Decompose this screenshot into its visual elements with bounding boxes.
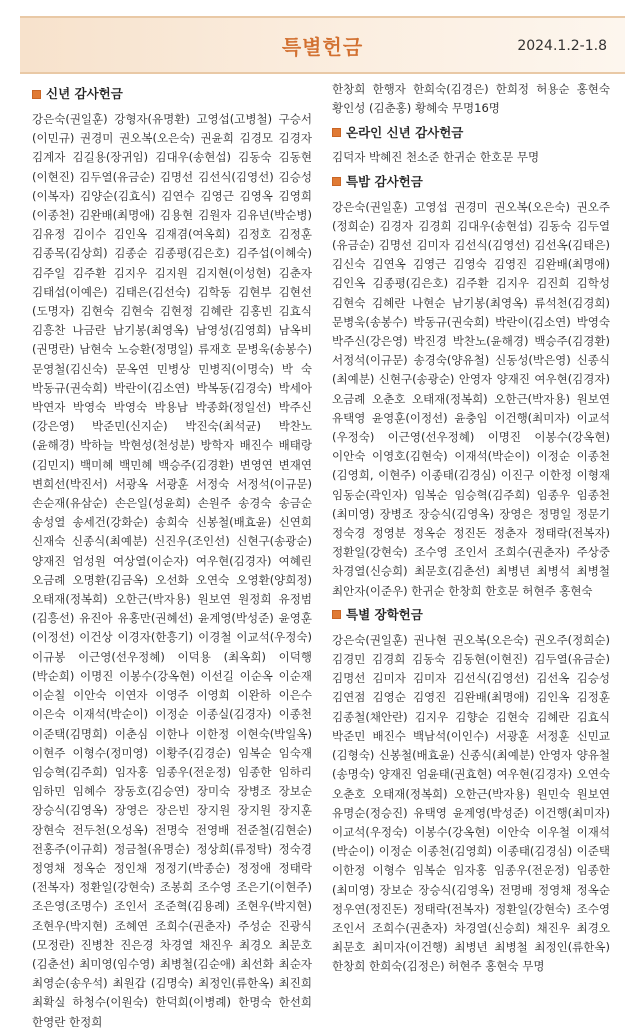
bullet-square-icon — [32, 90, 41, 99]
bullet-square-icon — [332, 128, 341, 137]
new-year-names: 강은숙(권일훈) 강형자(유명환) 고영섭(고병철) 구승서(이민규) 권경미 권오복(오은숙) 권윤희 김경모 김경자 김계자 김길용(장귀임) 김대우(송현섭) 김동숙 김동현(이현진) 김두열(유금순) 김명선 김선식(김영선) 김승성(이복자) 김양순(김효식) 김연수 김영근 김영옥 김영희(이종천) 김완배(최명애) 김용현 김원자 김유년(박순병) 김유정 김이수 김인옥 김재겸(여옥희) 김정호 김정훈 김종목(김상희) 김종순 김종평(김은호) 김주섭(이혜숙) 김주일 김주환 김지우 김지원 김지현(이성현) 김춘자 김태섭(이예은) 김태은(김선숙) 김학동 김현부 김현선(도명자) 김현숙 김현숙 김현정 김혜란 김홍빈 김효식 김흥찬 나금란 남기봉(최영옥) 남영성(김영희) 남옥비(권명란) 남현숙 노승환(정명일) 류재호 문병욱(송봉수) 문영철(김신숙) 문옥연 민병상 민병직(이명숙) 박 숙 박동규(권숙희) 박란이(김소연) 박복동(김경숙) 박세아 박연자 박영숙 박영숙 박용남 박종화(정일선) 박주신(강은영) 박준민(신지순) 박진숙(최석균) 박찬노(윤해경) 박하늘 박현성(천성분) 방학자 배진수 배태랑(김민지) 백미혜 백민혜 백승주(김경환) 변영연 변재연 변희선(박진서) 서광옥 서광훈 서정숙 서정석(이규문) 손순재(유삼순) 손은일(성윤희) 손원주 송경숙 송금순 송성열 송세건(강화순) 송희숙 신봉철(배효윤) 신연희 신재숙 신종식(최예분) 신진우(조인선) 신현구(송광순) 양재진 엄성원 여상열(이순자) 여우현(김경자) 여혜린 오금례 오명환(김금옥) 오선화 오연숙 오영환(양희정) 오태재(정복희) 오한근(박자용) 원보연 원정희 유정범(김흥선) 유진아 유홍만(권혜선) 윤계영(박성준) 윤영훈 (이정선) 이건상 이경자(한흥기) 이경철 이교석(우정숙) 이규봉 이근영(선우정혜) 이덕용 (최옥희) 이덕행(박순희) 이명진 이봉수(강옥현) 이선길 이순옥 이순재 이순칠 이안숙 이연자 이영주 이영희 이완하 이은수 이은숙 이재석(박순이) 이정순 이종실(김경자) 이종천 이준택(김명희) 이춘심 이한나 이한정 이현숙(박일옥) 이현주 이형수(정미영) 이황주(김경순) 임복순 임숙재 임승혁(김주희) 임자홍 임종우(전운정) 임종한 임하리 임하민 임혜수 장동호(김승연) 장미숙 장병조 장보순 장승식(김영옥) 장영은 장은빈 장지원 장지원 장지훈 장현숙 전두천(오성옥) 전명숙 전영배 전준철(김현순) 전홍주(이규희) 정금철(유명순) 정상희(류정탁) 정숙경 정영채 정옥순 정인채 정정기(박종순) 정정애 정태락(전복자) 정환일(강현숙) 조봉희 조수영 조은기(이현주) 조은영(조명수) 조인서 조준혁(김용례) 조현우(박지현) 조현우(박지현) 조혜연 조희수(권춘자) 주성순 진광식(모정란) 진병찬 진은경 차경열 채진우 최경오 최문호(김춘선) 최미영(임수영) 최병철(김순애) 최선화 최순자 최영순(송우석) 최원갑 (김명숙) 최정인(류한옥) 최진희 최확실 하청수(이원숙) 한덕희(이병례) 한명숙 한선희 한영란 한정희 — [32, 112, 312, 1029]
section-title-new-year: 신년 감사헌금 — [32, 84, 312, 104]
bullet-square-icon — [332, 610, 341, 619]
page-header — [20, 16, 625, 74]
left-column — [32, 80, 312, 1036]
new-year-names-cont: 한창희 한행자 한희숙(김경은) 한희정 허용순 홍현숙 황인성 (김춘홍) 황혜숙 무명16명 — [332, 82, 610, 116]
section-title-scholarship: 특별 장학헌금 — [332, 605, 610, 625]
scholarship-names: 강은숙(권일훈) 권나현 권오복(오은숙) 권오주(정희순) 김경민 김경희 김동숙 김동현(이현진) 김두열(유금순) 김명선 김미자 김미자 김선식(김영선) 김선옥 김승성 김연점 김영순 김영진 김완배(최명애) 김인옥 김정훈 김종철(채안란) 김지우 김향순 김현숙 김혜란 김효식 박준민 배진수 백남석(이인수) 서광훈 서정훈 신민교(김형숙) 신봉철(배효윤) 신종식(최예분) 안영자 양유철(송명숙) 양재진 엄윤태(권효현) 여우현(김경자) 오연숙 오춘호 오태재(정복희) 오한근(박자용) 원민숙 원보연 유명순(정승진) 유택영 윤계영(박성준) 이건행(최미자) 이교석(우정숙) 이봉수(강옥현) 이안숙 이우철 이재석(박순이) 이정순 이종천(김영희) 이종태(김경심) 이준택 이한정 이형수 임복순 임자홍 임종우(전운정) 임종한(최미영) 장보순 장승식(김영옥) 전명배 정영채 정옥순 정우연(정진돈) 정태락(전복자) 정환일(강현숙) 조수영 조인서 조희수(권춘자) 차경열(신승희) 채진우 최경오 최문호 최미자(이건행) 최병년 최병철 최정인(류한옥) 한창희 한희숙(김정은) 허현주 홍현숙 무명 — [332, 632, 610, 974]
special-dawn-names: 강은숙(권일훈) 고영섭 권경미 권오복(오은숙) 권오주(정희순) 김경자 김경희 김대우(송현섭) 김동숙 김두열(유금순) 김명선 김미자 김선식(김영선) 김선옥(김태은) 김신숙 김연옥 김영근 김영숙 김영진 김완배(최명애) 김인옥 김종평(김은호) 김주환 김지우 김진희 김학성 김현숙 김혜란 나현순 남기봉(최영옥) 류석천(김경희) 문병욱(송봉수) 박동규(권숙희) 박란이(김소연) 박영숙 박주신(강은영) 박진경 박찬노(윤해경) 백승주(김경환) 서정석(이규문) 송경숙(양유철) 신동성(박은영) 신종식(최예분) 신현구(송광순) 안영자 양재진 여우현(김경자) 오금례 오춘호 오태재(정복희) 오한근(박자용) 원보연 유택영 윤영훈(이정선) 윤충임 이건행(최미자) 이교석(우정숙) 이근영(선우정혜) 이명진 이봉수(강옥현) 이안숙 이영호(김현숙) 이재석(박순이) 이정순 이종천(김영희, 이현주) 이종태(김경심) 이진구 이한정 이형재 임동순(곽인자) 임복순 임승혁(김주희) 임종우 임종천(최미영) 장병조 장승식(김영옥) 장영은 정명일 정문기 정숙경 정영분 정옥순 정진돈 정춘자 정태락(전복자) 정환일(강현숙) 조수영 조인서 조희수(권춘자) 주상중 차경열(신승희) 최문호(김춘선) 최병년 최병석 최병철 최안자(이준우) 한귀순 한창희 한호문 허현주 홍현숙 — [332, 199, 610, 598]
section-title-special-dawn: 특밤 감사헌금 — [332, 172, 610, 192]
section-title-online: 온라인 신년 감사헌금 — [332, 122, 610, 142]
right-column — [332, 80, 610, 981]
page-title: 특별헌금 — [281, 35, 364, 59]
date-range: 2024.1.2-1.8 — [517, 38, 607, 54]
online-names: 김덕자 박혜진 천소준 한귀순 한호문 무명 — [332, 150, 540, 165]
bullet-square-icon — [332, 177, 341, 186]
